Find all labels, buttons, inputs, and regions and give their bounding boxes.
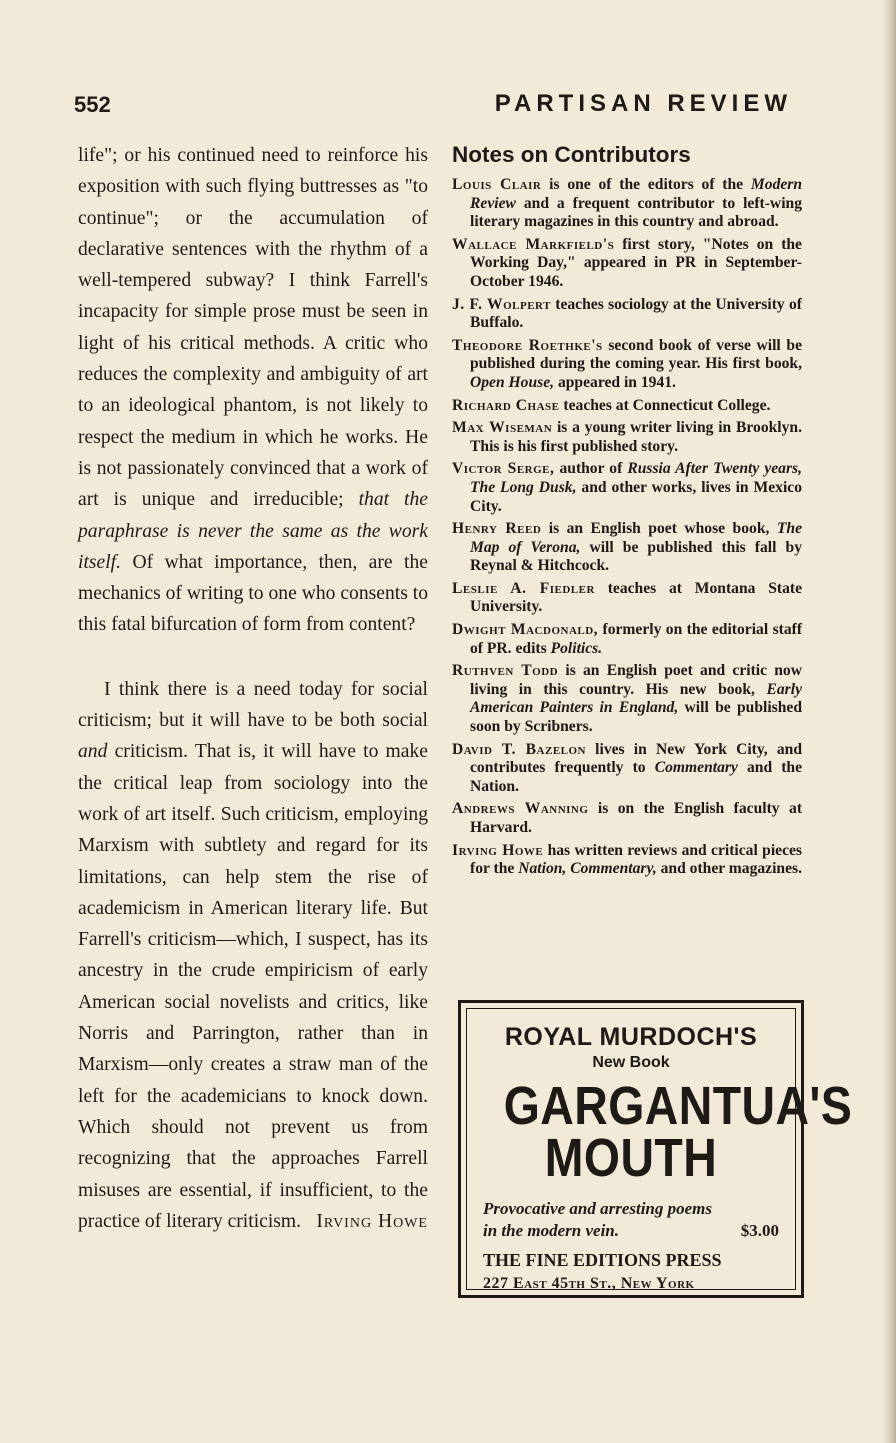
ad-address: 227 East 45th St., New York xyxy=(483,1275,695,1292)
contributor-text: second book of verse will be published during the coming year. His first book, xyxy=(470,336,802,373)
article-text-end: Of what importance, then, are the mechanics of writing to one who consents to this fatal bifurcation of form from content? xyxy=(78,551,428,636)
contributor-text-end: will be published soon by Scribners. xyxy=(470,699,802,736)
ad-description-line-2: in the modern vein. xyxy=(483,1221,620,1240)
contributor-text-end: will be published this fall by Reynal & Hitchcock. xyxy=(470,538,802,575)
contributor-text-end: and the Nation. xyxy=(470,759,802,795)
contributor-text: has written reviews and critical pieces for the xyxy=(470,841,802,878)
contributor-name: Victor Serge, xyxy=(452,460,555,478)
ad-description-line-1: Provocative and arresting poems xyxy=(483,1199,713,1218)
article-paragraph-2 xyxy=(78,674,428,1237)
contributor-text: is on the English faculty at Harvard. xyxy=(470,800,803,836)
contributor-note xyxy=(452,842,802,879)
notes-list xyxy=(452,176,802,879)
contributor-title: Commentary xyxy=(654,759,738,777)
article-text-end: criticism. That is, it will have to make the critical leap from sociology into the work of art itself. Such criticism, employing Marxism with subtlety and regard for its limitations, can help stem the rise of academicism in American literary life. But Farrell's criticism—which, I suspect, has its ancestry in the crude empiricism of early American social novelists and critics, like Norris and Parrington, rather than in Marxism—only creates a straw man of the left for the academicians to knock down. Which should not prevent us from recognizing that the approaches Farrell misuses are essential, if insufficient, to the practice of literary criticism. xyxy=(78,741,428,1232)
ad-book-title xyxy=(503,1076,853,1188)
article-italic-and: and xyxy=(78,741,108,763)
contributor-text-end: and other works, lives in Mexico City. xyxy=(470,478,803,515)
article-text: I think there is a need today for social criticism; but it will have to be both social xyxy=(78,678,428,732)
contributor-text: teaches sociology at the University of Buffalo. xyxy=(470,295,802,332)
contributor-name: Ruthven Todd xyxy=(452,662,559,680)
article-column xyxy=(78,140,428,1237)
contributor-title: Modern Review xyxy=(470,176,803,212)
contributor-name: Leslie A. Fiedler xyxy=(452,579,595,597)
contributor-text-end: appeared in 1941. xyxy=(557,373,676,391)
ad-price: $3.00 xyxy=(740,1221,779,1240)
contributor-name: Irving Howe xyxy=(452,841,544,859)
contributor-name: Henry Reed xyxy=(452,520,542,538)
contributor-name: Wallace Markfield's xyxy=(452,235,615,253)
contributor-note xyxy=(452,397,802,416)
page-edge-shadow xyxy=(882,0,896,1443)
contributor-text-end: and a frequent contributor to left-wing literary magazines in this country and abroad. xyxy=(470,194,802,231)
contributor-note xyxy=(452,419,802,456)
contributor-note xyxy=(452,236,802,292)
contributor-text: teaches at Connecticut College. xyxy=(563,396,771,414)
contributor-note xyxy=(452,176,802,232)
contributor-text: formerly on the editorial staff of PR. edits xyxy=(470,621,803,657)
page-number: 552 xyxy=(74,92,111,117)
contributor-note xyxy=(452,662,802,736)
article-text: life"; or his continued need to reinforce his exposition with such flying buttresses as "to continue"; or the accumulation of declarative sentences with the rhythm of a well-tempered subway? I think Farrell's incapacity for simple prose must be seen in light of his critical methods. A critic who reduces the complexity and ambiguity of art to an ideological phantom, is not likely to respect the medium in which he works. He is not passionately convinced that a work of art is unique and irreducible; xyxy=(78,145,428,511)
contributor-text: is an English poet whose book, xyxy=(548,520,770,538)
article-italic-text: that the paraphrase is never the same as the work itself. xyxy=(78,489,428,573)
contributor-note xyxy=(452,621,802,658)
contributor-name: Max Wiseman xyxy=(452,419,553,437)
contributor-name: Theodore Roethke's xyxy=(452,336,603,354)
author-signature: Irving Howe xyxy=(316,1211,428,1233)
contributor-name: Louis Clair xyxy=(452,176,542,193)
contributor-text: lives in New York City, and contributes frequently to xyxy=(470,740,802,777)
ad-description-row xyxy=(483,1220,779,1242)
contributor-note xyxy=(452,460,802,516)
contributor-note xyxy=(452,520,802,576)
contributor-name: David T. Bazelon xyxy=(452,740,586,758)
contributor-name: Andrews Wanning xyxy=(452,800,589,818)
contributor-title: Russia After Twenty years, The Long Dusk, xyxy=(470,460,802,496)
contributor-title: Politics. xyxy=(550,639,603,657)
contributor-text-end: and other magazines. xyxy=(660,860,802,878)
ad-title-line-2: MOUTH xyxy=(544,1128,718,1188)
notes-title: Notes on Contributors xyxy=(452,142,691,167)
contributor-text: is an English poet and critic now living in this country. His new book, xyxy=(470,662,802,698)
advertisement-inner-frame xyxy=(466,1008,853,1292)
contributor-text: is a young writer living in Brooklyn. This is his first published story. xyxy=(470,419,802,455)
contributor-text: author of xyxy=(559,460,623,478)
contributor-title: The Map of Verona, xyxy=(470,520,803,556)
running-head: PARTISAN REVIEW xyxy=(494,90,792,117)
contributor-name: J. F. Wolpert xyxy=(452,295,551,313)
book-advertisement xyxy=(458,1000,853,1298)
ad-description xyxy=(483,1198,779,1242)
contributor-title: Early American Painters in England, xyxy=(470,680,802,717)
notes-column xyxy=(452,142,802,883)
contributor-note xyxy=(452,337,802,393)
contributor-note xyxy=(452,800,802,837)
contributor-title: Open House, xyxy=(470,373,555,391)
ad-author: ROYAL MURDOCH'S xyxy=(504,1023,758,1051)
ad-publisher: THE FINE EDITIONS PRESS xyxy=(483,1250,722,1270)
contributor-text: first story, "Notes on the Working Day," appeared in PR in September-October 1946. xyxy=(470,235,802,290)
ad-subtitle: New Book xyxy=(592,1054,670,1071)
contributor-name: Richard Chase xyxy=(452,396,560,414)
article-paragraph-1 xyxy=(78,140,428,641)
contributor-text: is one of the editors of the xyxy=(549,176,744,193)
contributor-note xyxy=(452,741,802,797)
contributor-text: teaches at Montana State University. xyxy=(470,579,802,616)
contributor-note xyxy=(452,580,802,617)
contributor-note xyxy=(452,296,802,333)
contributor-title: Nation, Commentary, xyxy=(518,860,657,878)
contributor-name: Dwight Macdonald, xyxy=(452,621,599,639)
ad-title-line-1: GARGANTUA'S xyxy=(503,1076,853,1136)
